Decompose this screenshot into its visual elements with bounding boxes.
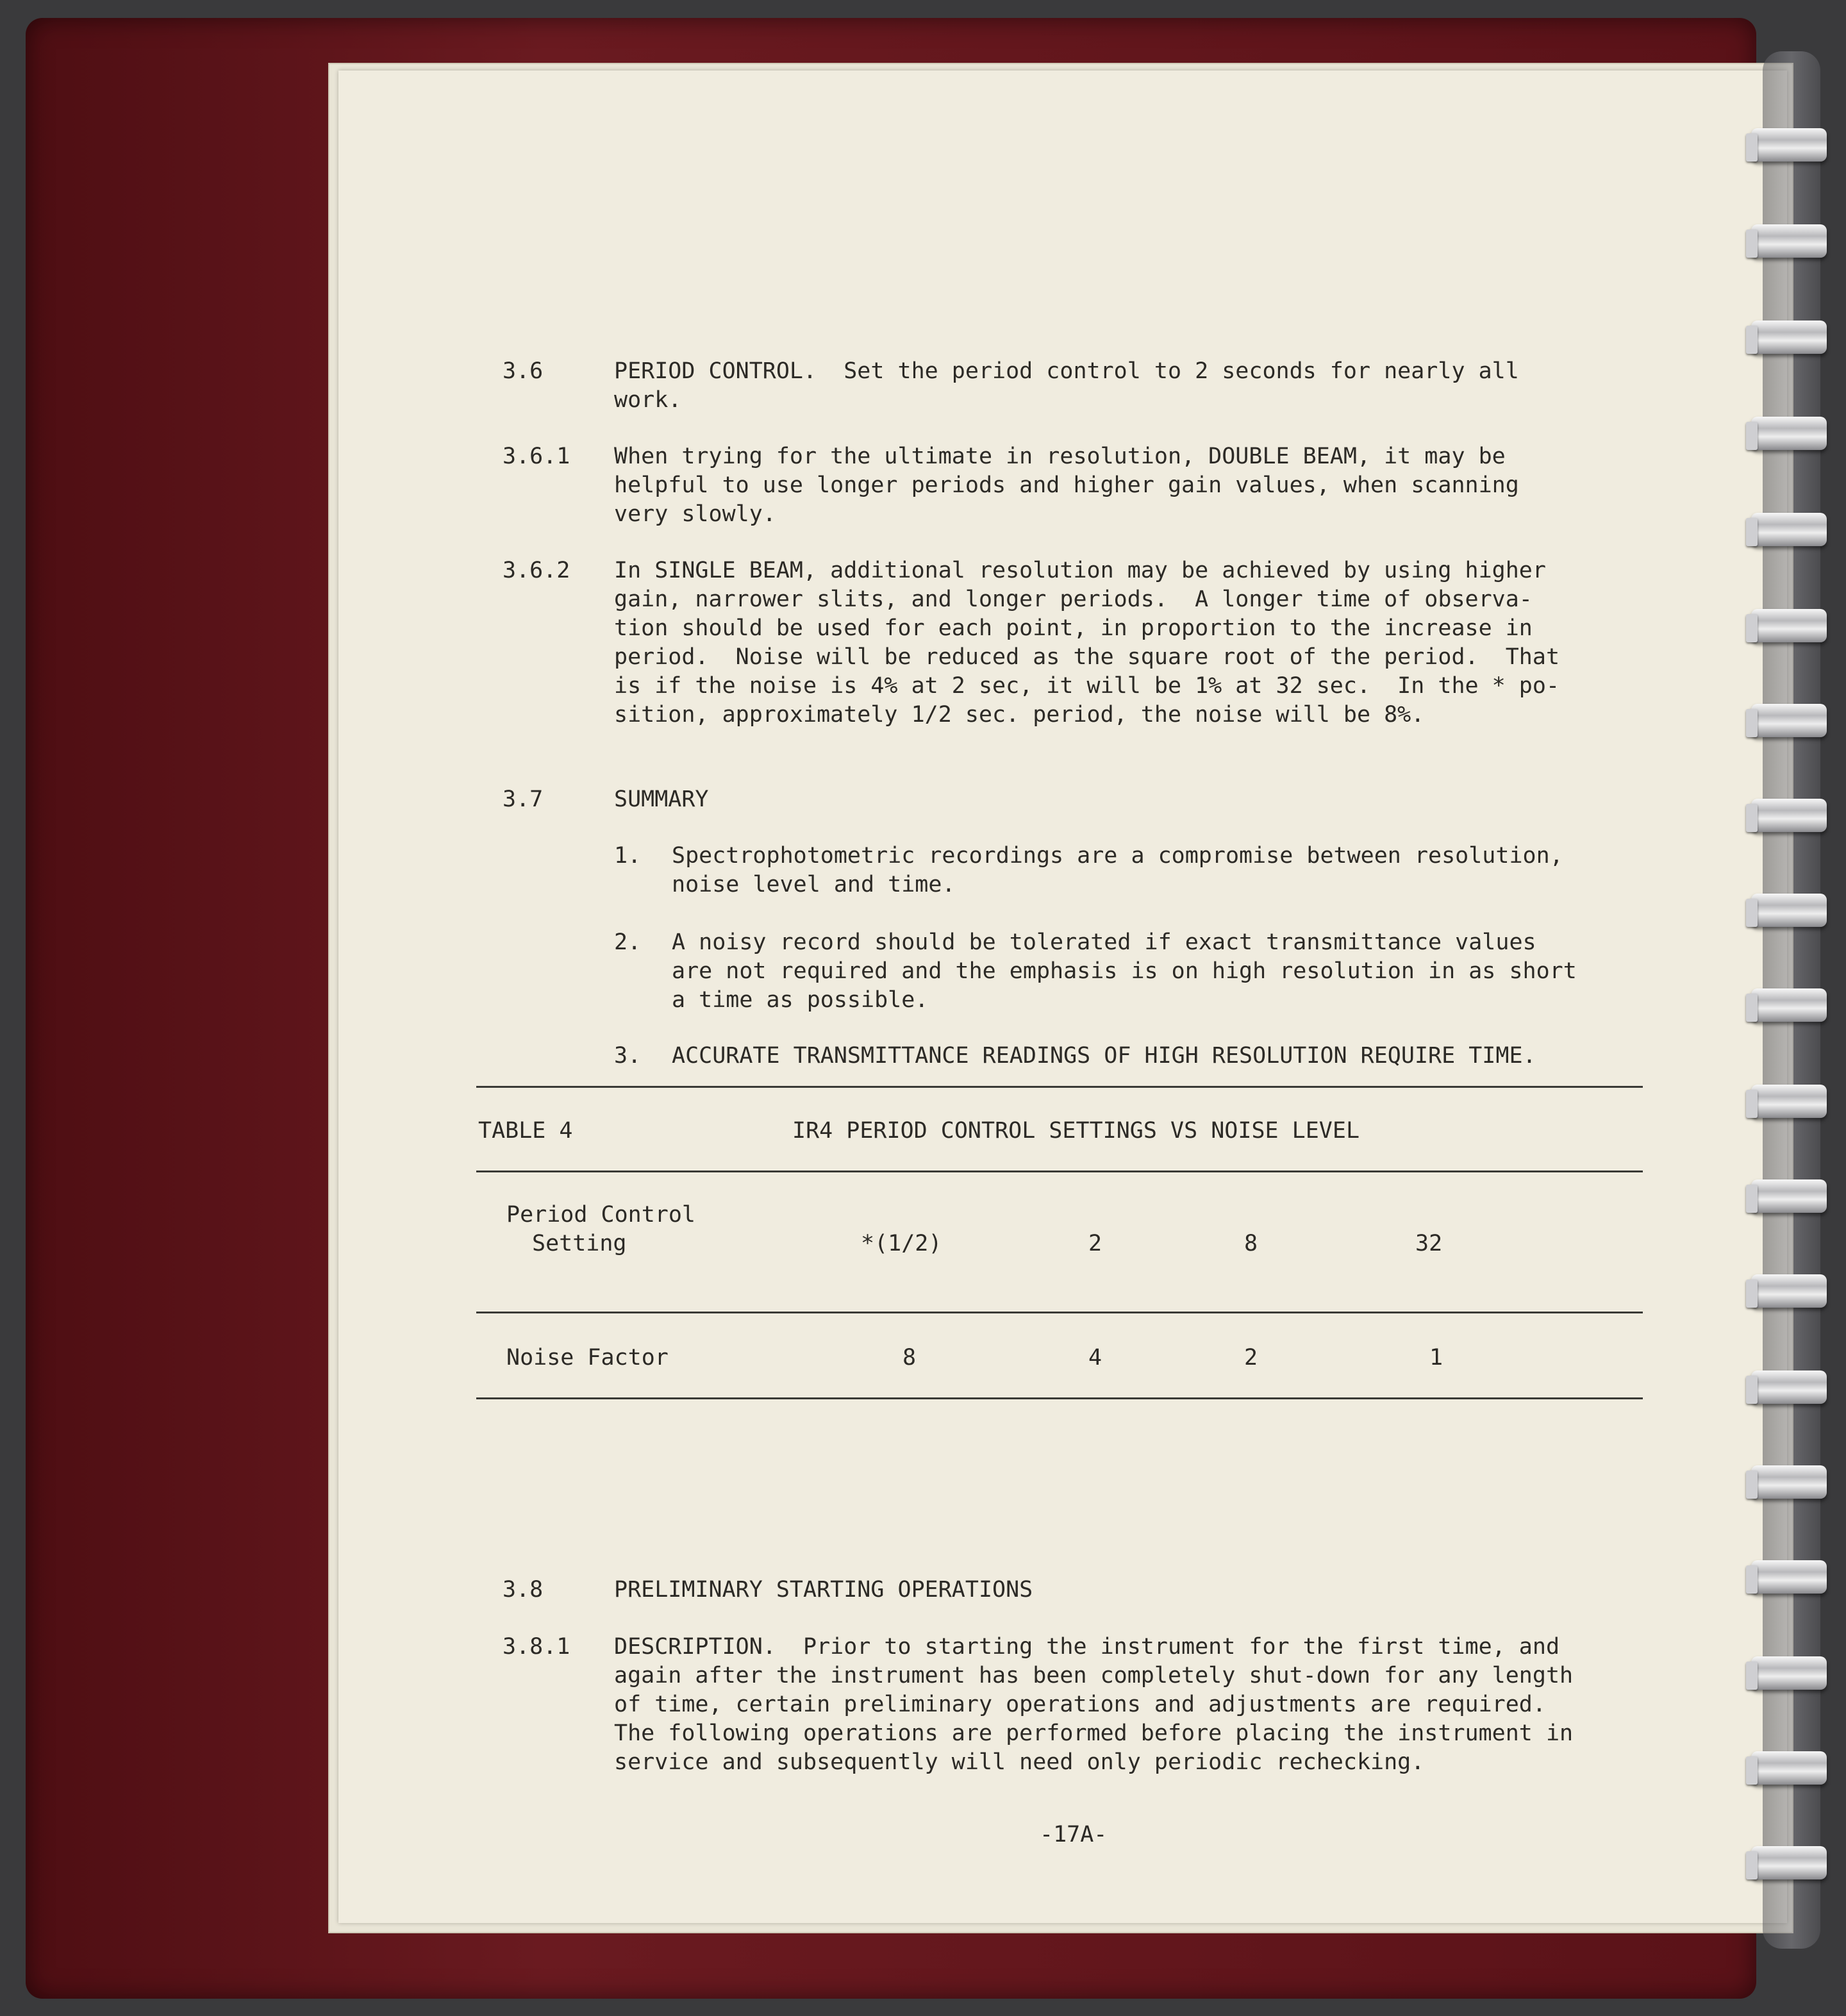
section-number-3-6-2: 3.6.2 [503,558,570,583]
text-line: Spectrophotometric recordings are a compromise between resolution, [672,843,1563,869]
text-line: In SINGLE BEAM, additional resolution may be achieved by using higher [614,558,1546,583]
text-line: are not required and the emphasis is on high resolution in as short [672,958,1577,984]
section-3-7-title: SUMMARY [614,787,709,812]
binding-ring [1751,224,1827,258]
section-number-3-8: 3.8 [503,1577,544,1603]
binding-ring [1751,513,1827,546]
section-number-3-8-1: 3.8.1 [503,1634,570,1660]
summary-item-number: 1. [614,843,642,869]
table-cell: 4 [1088,1345,1102,1370]
row-header-period-line1: Period Control [506,1202,696,1228]
table-cell: *(1/2) [861,1231,942,1256]
page-number: -17A- [1040,1822,1108,1847]
section-3-6-text [614,357,1652,415]
manual-page [338,71,1787,1923]
binding-ring [1751,704,1827,737]
text-line: tion should be used for each point, in proportion to the increase in [614,615,1533,641]
text-line: PERIOD CONTROL. Set the period control to 2 seconds for nearly all [614,358,1519,384]
binding-ring [1751,1656,1827,1690]
binding-ring [1751,1179,1827,1213]
row-header-noise: Noise Factor [506,1345,669,1370]
table-cell: 1 [1429,1345,1443,1370]
binding-ring [1751,1751,1827,1785]
binding-ring [1751,988,1827,1022]
table-title: IR4 PERIOD CONTROL SETTINGS VS NOISE LEVEL [792,1118,1360,1144]
text-line: a time as possible. [672,987,929,1013]
binding-ring [1751,894,1827,927]
binding-ring [1751,1085,1827,1118]
text-line: work. [614,387,682,413]
text-line: gain, narrower slits, and longer periods. A longer time of observa- [614,587,1533,612]
binding-ring [1751,417,1827,450]
binding-ring [1751,609,1827,642]
text-line: period. Noise will be reduced as the square root of the period. That [614,644,1560,670]
text-line: again after the instrument has been completely shut-down for any length [614,1663,1574,1688]
text-line: is if the noise is 4% at 2 sec, it will be 1% at 32 sec. In the * po- [614,673,1560,699]
binding-ring [1751,1370,1827,1404]
text-line: sition, approximately 1/2 sec. period, the noise will be 8%. [614,702,1425,728]
row-header-period-line2: Setting [532,1231,627,1256]
text-line: very slowly. [614,501,776,527]
text-line: A noisy record should be tolerated if exact transmittance values [672,929,1536,955]
table-label: TABLE 4 [478,1118,573,1144]
binding-ring [1751,799,1827,832]
page-text [338,71,1787,1923]
table-rule-header [476,1170,1643,1172]
summary-item-text [672,928,1659,1015]
table-rule-top [476,1086,1643,1088]
binding-ring [1751,1560,1827,1594]
summary-item-number: 3. [614,1043,642,1069]
text-line: The following operations are performed before placing the instrument in [614,1720,1574,1746]
summary-item-text [672,1042,1659,1070]
section-3-8-1-text [614,1633,1652,1777]
table-cell: 8 [902,1345,917,1370]
binding-ring [1751,1846,1827,1879]
spiral-binding [1743,51,1846,1974]
section-number-3-7: 3.7 [503,787,544,812]
table-cell: 2 [1244,1345,1258,1370]
section-3-8-title: PRELIMINARY STARTING OPERATIONS [614,1577,1033,1603]
section-3-6-1-text [614,442,1652,529]
table-cell: 2 [1088,1231,1102,1256]
binding-ring [1751,321,1827,354]
text-line: DESCRIPTION. Prior to starting the instrument for the first time, and [614,1634,1560,1660]
table-cell: 32 [1415,1231,1443,1256]
section-number-3-6-1: 3.6.1 [503,444,570,469]
text-line: service and subsequently will need only periodic rechecking. [614,1749,1425,1775]
text-line: noise level and time. [672,872,956,897]
text-line: helpful to use longer periods and higher gain values, when scanning [614,472,1519,498]
binding-ring [1751,1274,1827,1308]
binding-ring [1751,1465,1827,1499]
table-cell: 8 [1244,1231,1258,1256]
binding-ring [1751,128,1827,162]
text-line: of time, certain preliminary operations and adjustments are required. [614,1692,1546,1717]
summary-item-number: 2. [614,929,642,955]
table-rule-bottom [476,1397,1643,1399]
text-line: When trying for the ultimate in resolution, DOUBLE BEAM, it may be [614,444,1506,469]
text-line: ACCURATE TRANSMITTANCE READINGS OF HIGH RESOLUTION REQUIRE TIME. [672,1043,1536,1069]
summary-item-text [672,842,1659,899]
table-rule-middle [476,1312,1643,1313]
section-number-3-6: 3.6 [503,358,544,384]
section-3-6-2-text [614,556,1652,729]
